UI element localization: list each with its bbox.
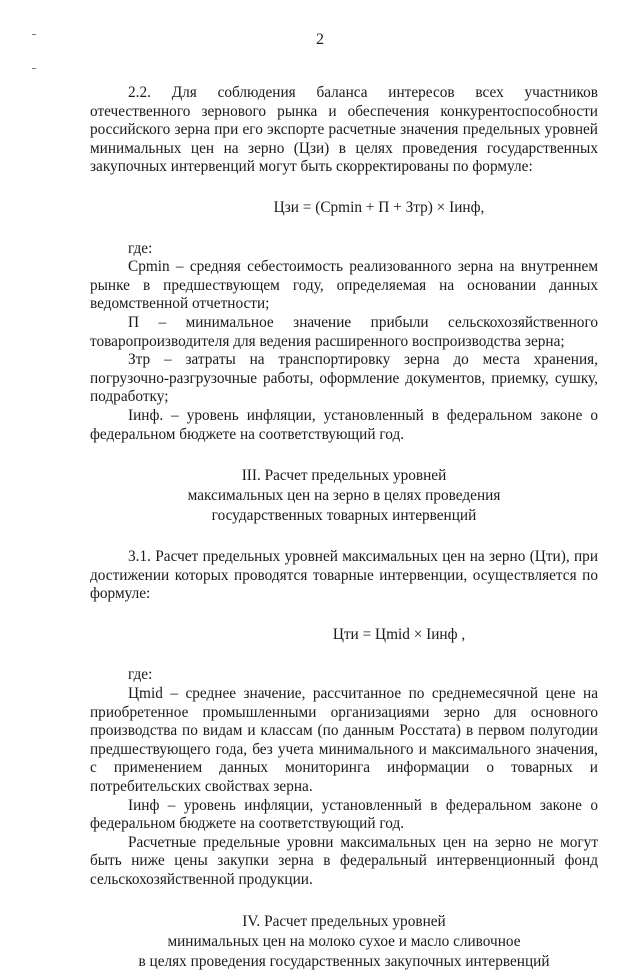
definition-average-price: Цmid – среднее значение, рассчитанное по среднемесячной цене на приобретенное промышленными организациями зерно для основного производства по видам и классам (по данным Росстата) в первом полугодии предшествующего года, без учета минимального и максимального значения, с применением данных мониторинга информации о товарных и потребительских свойствах зерна. bbox=[90, 685, 598, 796]
paragraph-3-1: 3.1. Расчет предельных уровней максимальных цен на зерно (Цти), при достижении которых проводятся товарные интервенции, осуществляется по формуле: bbox=[90, 548, 598, 603]
formula-max-price: Цти = Цmid × Iинф , bbox=[332, 625, 466, 643]
spacer bbox=[90, 444, 598, 466]
where-label: где: bbox=[128, 239, 153, 257]
section-3-heading-line-1: III. Расчет предельных уровней bbox=[241, 467, 447, 485]
spacer bbox=[90, 890, 598, 912]
paragraph-final: Расчетные предельные уровни максимальных цен на зерно не могут быть ниже цены закупки зерна в федеральный интервенционный фонд сельскохозяйственной продукции. bbox=[90, 833, 598, 888]
section-4-heading-line-2: минимальных цен на молоко сухое и масло сливочное bbox=[167, 932, 521, 950]
section-4-heading-line-3: в целях проведения государственных закупочных интервенций bbox=[138, 952, 550, 970]
definition-transport: Зтр – затраты на транспортировку зерна до места хранения, погрузочно-разгрузочные работы, оформление документов, приемку, сушку, подработку; bbox=[90, 351, 598, 406]
paragraph-2-2: 2.2. Для соблюдения баланса интересов всех участников отечественного зернового рынка и обеспечения конкурентоспособности российского зерна при его экспорте расчетные значения предельных уровней минимальных цен на зерно (Цзи) в целях проведения государственных закупочных интервенций могут быть скорректированы по формуле: bbox=[90, 84, 598, 176]
section-4-heading-line-1: IV. Расчет предельных уровней bbox=[242, 912, 446, 930]
section-3-heading-line-2: максимальных цен на зерно в целях проведения bbox=[187, 487, 501, 505]
formula-min-price: Цзи = (Срmin + П + Зтр) × Iинф, bbox=[273, 198, 485, 216]
definition-profit: П – минимальное значение прибыли сельскохозяйственного товаропроизводителя для ведения расширенного воспроизводства зерна; bbox=[90, 313, 598, 350]
spacer bbox=[90, 526, 598, 548]
definition-inflation: Iинф – уровень инфляции, установленный в федеральном законе о федеральном бюджете на соответствующий год. bbox=[90, 796, 598, 833]
page-number: 2 bbox=[316, 31, 324, 48]
section-3-heading-line-3: государственных товарных интервенций bbox=[211, 507, 477, 525]
definition-cost: Срmin – средняя себестоимость реализованного зерна на внутреннем рынке в предшествующем году, определяемая на основании данных ведомственной отчетности; bbox=[90, 258, 598, 313]
scan-mark bbox=[32, 68, 36, 69]
where-label: где: bbox=[128, 666, 153, 684]
definition-inflation: Iинф. – уровень инфляции, установленный в федеральном законе о федеральном бюджете на соответствующий год. bbox=[90, 406, 598, 443]
document-body bbox=[90, 84, 598, 972]
